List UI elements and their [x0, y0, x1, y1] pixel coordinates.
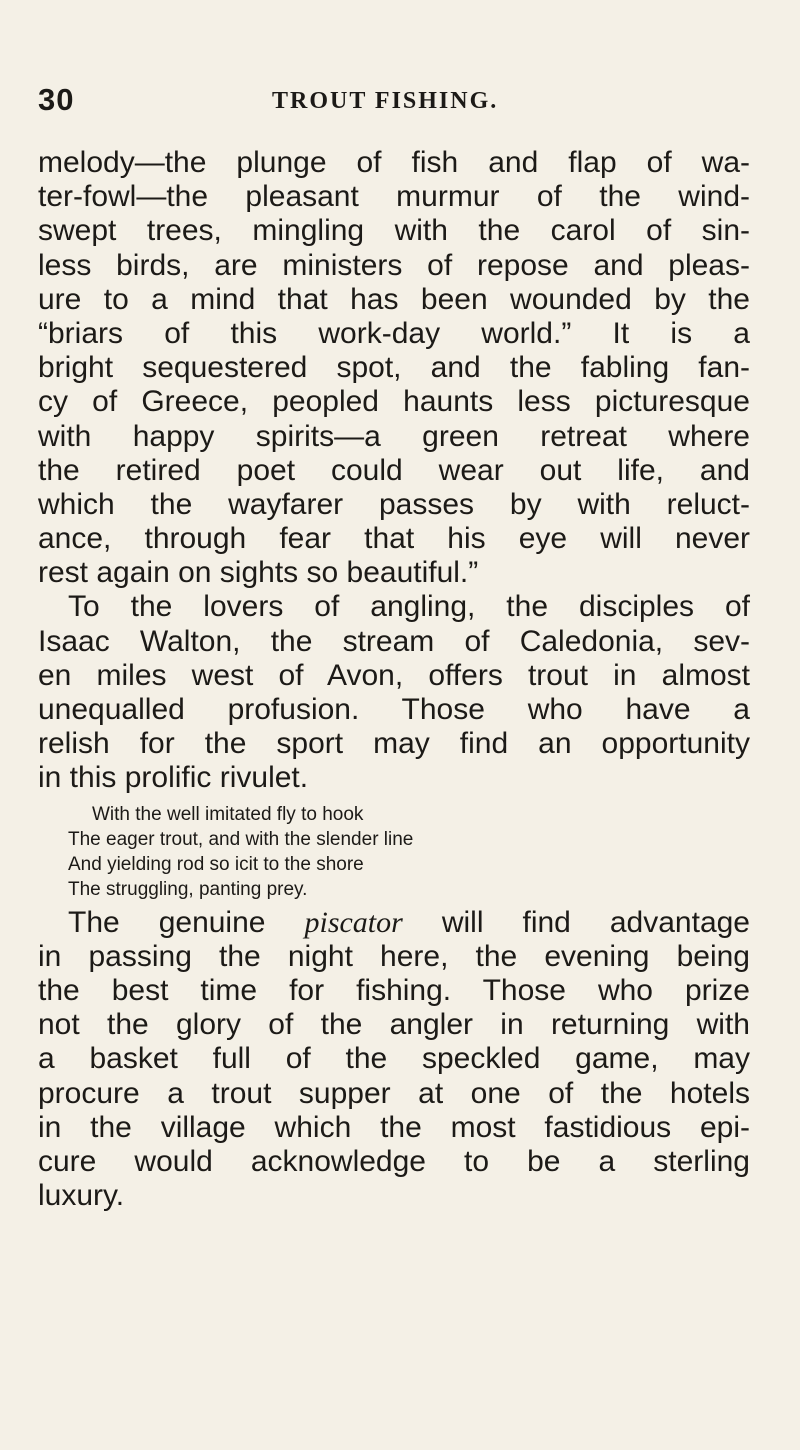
verse-line: And yielding rod so icit to the shore [68, 853, 364, 875]
text-line: in this prolific rivulet. [38, 761, 309, 795]
text-line: ter-fowl—the pleasant murmur of the wind- [38, 180, 750, 214]
paragraph-piscator [38, 906, 750, 1214]
text-line: procure a trout supper at one of the hotels [38, 1076, 750, 1110]
text-line: cy of Greece, peopled haunts less picturesque [38, 385, 750, 419]
text-line: with happy spirits—a green retreat where [38, 419, 750, 453]
text-line: less birds, are ministers of repose and pleas- [38, 248, 750, 282]
text-line: luxury. [38, 1179, 125, 1213]
running-head [38, 82, 738, 122]
verse-line: The eager trout, and with the slender line [68, 828, 414, 850]
text-line: To the lovers of angling, the disciples of [68, 590, 750, 624]
text-line [38, 906, 750, 940]
text-line: which the wayfarer passes by with reluct- [38, 487, 750, 521]
text-line: melody—the plunge of fish and flap of wa- [38, 146, 750, 179]
text-line: en miles west of Avon, offers trout in almost [38, 658, 750, 692]
text-line: ance, through fear that his eye will never [38, 522, 750, 556]
text-line: in passing the night here, the evening being [38, 939, 750, 973]
text-line: ure to a mind that has been wounded by the [38, 282, 750, 316]
text-line: rest again on sights so beautiful.” [38, 556, 479, 590]
text-line: swept trees, mingling with the carol of sin- [38, 214, 750, 248]
text-line: Isaac Walton, the stream of Caledonia, sev- [38, 624, 750, 658]
paragraph-angling [38, 590, 750, 795]
italic-word: piscator [304, 905, 403, 939]
text-line: relish for the sport may find an opportunity [38, 727, 750, 761]
page-number: 30 [38, 82, 75, 117]
body-text [38, 146, 750, 1213]
verse-quotation [38, 802, 750, 902]
text-fragment: will find advantage [402, 905, 750, 939]
text-line: a basket full of the speckled game, may [38, 1042, 750, 1076]
text-line: the best time for fishing. Those who prize [38, 973, 750, 1007]
text-line: not the glory of the angler in returning with [38, 1008, 750, 1042]
running-title: TROUT FISHING. [272, 88, 499, 114]
text-line: cure would acknowledge to be a sterling [38, 1144, 750, 1178]
text-line: unequalled profusion. Those who have a [38, 693, 750, 726]
text-line: bright sequestered spot, and the fabling fan- [38, 351, 750, 385]
verse-line: The struggling, panting prey. [68, 878, 308, 900]
text-line: the retired poet could wear out life, and [38, 453, 750, 487]
paragraph-continued [38, 146, 750, 590]
text-line: in the village which the most fastidious epi- [38, 1110, 750, 1144]
text-line: “briars of this work-day world.” It is a [38, 316, 750, 350]
text-fragment: The genuine [68, 905, 305, 939]
verse-line: With the well imitated fly to hook [92, 803, 364, 825]
